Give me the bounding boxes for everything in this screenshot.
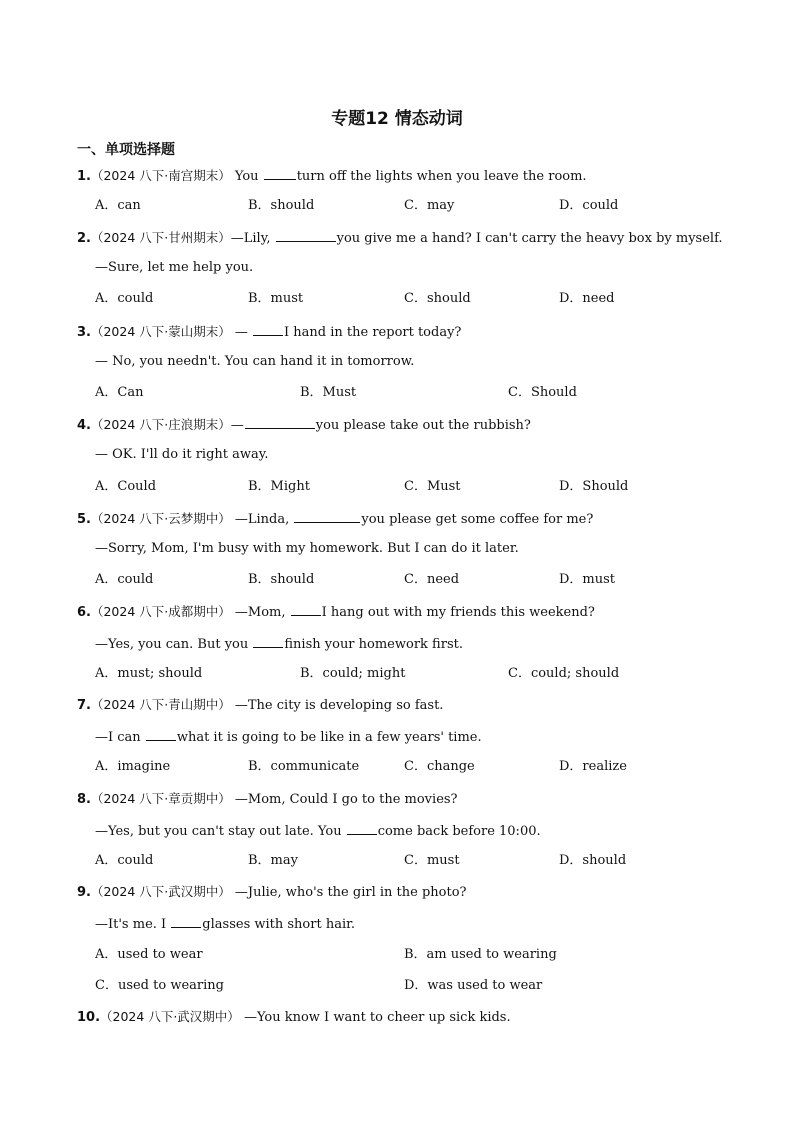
question-source: （2024 八下·南宫期末） — [90, 168, 231, 183]
question-number: 8. — [77, 792, 91, 807]
option-c: C．need — [404, 572, 460, 587]
question-8 — [77, 791, 458, 808]
option-c: C．Must — [404, 479, 461, 494]
option-d: D．should — [559, 853, 627, 868]
question-text: you please take out the rubbish? — [315, 418, 531, 433]
answer-blank — [146, 728, 176, 741]
dialogue-text: —Yes, but you can't stay out late. You — [95, 824, 346, 839]
question-source: （2024 八下·成都期中） — [90, 604, 231, 619]
dialogue-line: —Sure, let me help you. — [95, 260, 254, 275]
dialogue-line — [95, 822, 541, 840]
answer-blank — [245, 416, 315, 429]
option-d: D．must — [559, 572, 616, 587]
option-c: C．change — [404, 759, 475, 774]
option-d: D．realize — [559, 759, 627, 774]
option-a: A．Can — [95, 385, 144, 400]
question-source: （2024 八下·武汉期中） — [90, 884, 231, 899]
answer-blank — [294, 510, 360, 523]
question-text: you please get some coffee for me? — [361, 512, 594, 527]
option-b: B．Must — [300, 385, 357, 400]
question-text: —Lily, — [230, 231, 275, 246]
question-number: 6. — [77, 605, 91, 620]
section-title: 一、单项选择题 — [77, 142, 175, 158]
question-text: — — [234, 325, 253, 340]
question-text: You — [234, 169, 263, 184]
question-number: 7. — [77, 698, 91, 713]
option-a: A．could — [95, 853, 154, 868]
option-d: D．could — [559, 198, 619, 213]
question-source: （2024 八下·蒙山期末） — [90, 324, 231, 339]
option-a: A．used to wear — [95, 947, 203, 962]
answer-blank — [347, 822, 377, 835]
dialogue-line: — OK. I'll do it right away. — [95, 447, 269, 462]
dialogue-text: come back before 10:00. — [377, 824, 541, 839]
question-number: 2. — [77, 231, 91, 246]
option-c: C．may — [404, 198, 455, 213]
question-text: —Mom, — [234, 605, 290, 620]
option-d: D．need — [559, 291, 615, 306]
option-a: A．imagine — [95, 759, 171, 774]
question-5 — [77, 510, 593, 528]
question-source: （2024 八下·甘州期末） — [90, 230, 231, 245]
question-1 — [77, 167, 587, 185]
option-c: C．should — [404, 291, 471, 306]
dialogue-text: —Yes, you can. But you — [95, 637, 253, 652]
question-text: you give me a hand? I can't carry the heavy box by myself. — [336, 231, 723, 246]
dialogue-line: — No, you needn't. You can hand it in tomorrow. — [95, 354, 415, 369]
option-b: B．could; might — [300, 666, 406, 681]
dialogue-text: —I can — [95, 730, 145, 745]
question-number: 5. — [77, 512, 91, 527]
dialogue-text: —It's me. I — [95, 917, 171, 932]
question-4 — [77, 416, 531, 434]
answer-blank — [291, 603, 321, 616]
question-text: I hand in the report today? — [284, 325, 462, 340]
question-number: 1. — [77, 169, 91, 184]
option-c: C．Should — [508, 385, 577, 400]
option-b: B．should — [248, 198, 315, 213]
dialogue-line — [95, 728, 482, 746]
question-text: —The city is developing so fast. — [234, 698, 444, 713]
dialogue-text: glasses with short hair. — [202, 917, 356, 932]
question-text: —Mom, Could I go to the movies? — [234, 792, 458, 807]
question-text: turn off the lights when you leave the room. — [296, 169, 587, 184]
dialogue-line: —Sorry, Mom, I'm busy with my homework. But I can do it later. — [95, 541, 519, 556]
question-3 — [77, 323, 461, 341]
option-a: A．can — [95, 198, 141, 213]
dialogue-line — [95, 915, 355, 933]
page-title: 专题12 情态动词 — [331, 109, 463, 129]
question-number: 4. — [77, 418, 91, 433]
option-c: C．could; should — [508, 666, 620, 681]
answer-blank — [264, 167, 296, 180]
question-text: —You know I want to cheer up sick kids. — [243, 1010, 511, 1025]
option-d: D．Should — [559, 479, 629, 494]
dialogue-text: finish your homework first. — [284, 637, 463, 652]
question-source: （2024 八下·青山期中） — [90, 697, 231, 712]
answer-blank — [253, 635, 283, 648]
option-b: B．may — [248, 853, 298, 868]
dialogue-text: what it is going to be like in a few years' time. — [176, 730, 482, 745]
answer-blank — [276, 229, 336, 242]
option-b: B．Might — [248, 479, 310, 494]
answer-blank — [171, 915, 201, 928]
option-a: A．Could — [95, 479, 157, 494]
question-text: I hang out with my friends this weekend? — [321, 605, 595, 620]
option-b: B．am used to wearing — [404, 947, 557, 962]
dialogue-line — [95, 635, 463, 653]
option-b: B．must — [248, 291, 304, 306]
question-text: —Linda, — [234, 512, 294, 527]
answer-blank — [253, 323, 283, 336]
question-6 — [77, 603, 595, 621]
question-text: — — [230, 418, 244, 433]
question-9 — [77, 884, 467, 901]
option-a: A．could — [95, 291, 154, 306]
question-10 — [77, 1009, 511, 1026]
question-number: 9. — [77, 885, 91, 900]
question-number: 10. — [77, 1010, 101, 1025]
option-c: C．must — [404, 853, 460, 868]
option-a: A．must; should — [95, 666, 203, 681]
question-2 — [77, 229, 723, 247]
question-source: （2024 八下·章贡期中） — [90, 791, 231, 806]
question-text: —Julie, who's the girl in the photo? — [234, 885, 467, 900]
option-a: A．could — [95, 572, 154, 587]
question-7 — [77, 697, 443, 714]
option-b: B．communicate — [248, 759, 360, 774]
option-d: D．was used to wear — [404, 978, 543, 993]
question-source: （2024 八下·云梦期中） — [90, 511, 231, 526]
question-number: 3. — [77, 325, 91, 340]
option-b: B．should — [248, 572, 315, 587]
question-source: （2024 八下·武汉期中） — [100, 1009, 240, 1024]
question-source: （2024 八下·庄浪期末） — [90, 417, 231, 432]
option-c: C．used to wearing — [95, 978, 224, 993]
